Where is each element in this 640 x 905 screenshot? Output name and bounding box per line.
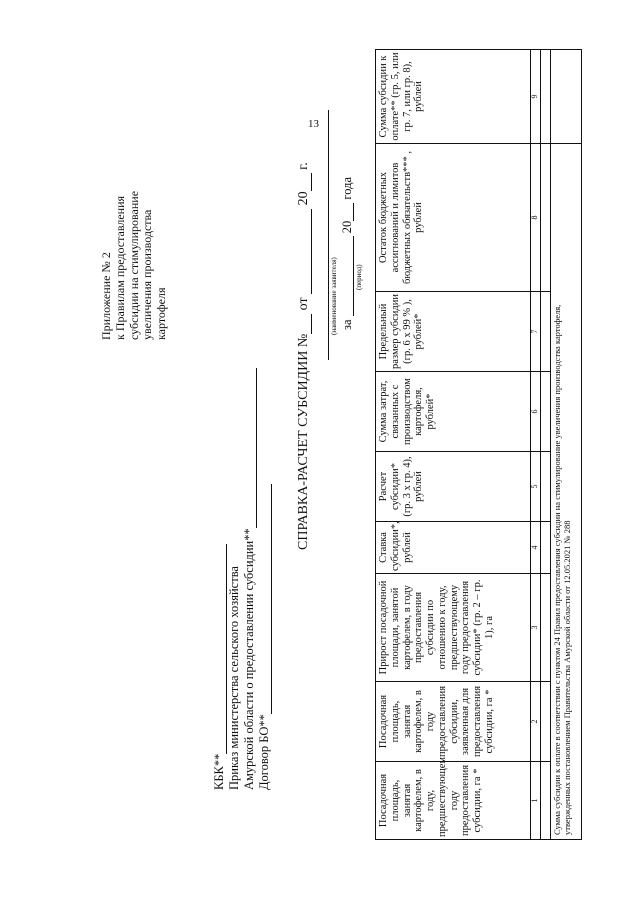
data-cell (541, 50, 551, 144)
period-prefix: за (340, 319, 354, 330)
data-cell (541, 574, 551, 682)
date-blank (297, 209, 312, 294)
header-row (376, 50, 531, 840)
subsidy-table (375, 49, 582, 840)
contract-blank (259, 484, 272, 714)
title-year-prefix: 20 (296, 191, 311, 206)
contract-line (257, 310, 272, 790)
column-number: 7 (531, 292, 541, 372)
title-from: от (296, 297, 311, 311)
column-number: 5 (531, 452, 541, 522)
applicant-caption: (наименование заявителя) (330, 257, 338, 335)
document-title (296, 162, 312, 550)
order-line-2-text: Амурской области о предоставлении субсидии** (242, 528, 256, 790)
column-header: Предельный размер субсидии (гр. 6 x 99 % ), рублей* (376, 292, 531, 372)
title-text: СПРАВКА-РАСЧЕТ СУБСИДИИ № (296, 333, 311, 550)
page-number: 13 (308, 118, 319, 130)
total-cell (551, 50, 582, 144)
data-cell (541, 292, 551, 372)
column-header: Прирост посадочной площади, занятой картофелем, в году предоставления субсидии по отношению к году, предшествующему году предоставления субсидии* (гр. 2 – гр. 1), га (376, 574, 531, 682)
column-header: Расчет субсидии* (гр. 3 x гр. 4), рублей (376, 452, 531, 522)
footnote-row (551, 50, 582, 840)
appendix-block (100, 130, 169, 340)
data-cell (541, 522, 551, 574)
column-header: Ставка субсидии*, рублей (376, 522, 531, 574)
appendix-line: увеличения производства (140, 209, 155, 340)
header-block (212, 310, 272, 790)
column-header: Сумма субсидии к оплате** (гр. 5, или гр. 7, или гр. 8), рублей (376, 50, 531, 144)
year-blank (297, 173, 312, 191)
column-number-row (531, 50, 541, 840)
data-cell (541, 452, 551, 522)
number-blank (297, 314, 312, 334)
column-number: 4 (531, 522, 541, 574)
period-suffix: года (340, 177, 354, 200)
title-year-suffix: г. (296, 162, 311, 170)
column-header: Посадочная площадь, занятая картофелем, в году, предшествующем году предоставления субсидии, га * (376, 762, 531, 840)
column-header: Посадочная площадь, занятая картофелем, в году предоставления субсидии, заявленная для предоставления субсидии, га * (376, 682, 531, 762)
period-caption: (период) (355, 264, 363, 290)
column-number: 8 (531, 144, 541, 292)
applicant-line (328, 110, 329, 360)
column-header: Сумма затрат, связанных с производством картофеля, рублей* (376, 372, 531, 452)
period-year: 20 (340, 220, 354, 234)
column-number: 6 (531, 372, 541, 452)
footnote-line: утвержденных постановлением Правительства Амурской области от 12.05.2021 № 288 (561, 520, 572, 835)
data-cell (541, 144, 551, 292)
period-blank (341, 236, 354, 316)
data-cell (541, 372, 551, 452)
data-row (541, 50, 551, 840)
period-year-blank (341, 203, 354, 221)
appendix-line: субсидии на стимулирование (126, 190, 141, 340)
column-number: 3 (531, 574, 541, 682)
order-blank (244, 368, 257, 528)
column-number: 2 (531, 682, 541, 762)
column-number: 9 (531, 50, 541, 144)
kbk-blank (214, 544, 227, 754)
order-line-1: Приказ министерства сельского хозяйства (227, 566, 241, 790)
order-line-2 (242, 310, 257, 790)
data-cell (541, 682, 551, 762)
appendix-line: картофеля (154, 287, 169, 340)
footnote-line: Сумма субсидии к оплате в соответствии с пунктом 24 Правил предоставления субсидии на стимулирование увеличения производства картофеля, (552, 304, 562, 835)
contract-label: Договор БО** (257, 714, 271, 790)
footnote-cell (551, 144, 582, 840)
kbk-label: КБК** (212, 753, 226, 790)
appendix-line: Приложение № 2 (99, 252, 113, 340)
document-sheet (0, 25, 640, 875)
kbk-line (212, 310, 227, 790)
column-header: Остаток бюджетных ассигнований и лимитов бюджетных обязательств*** , рублей (376, 144, 531, 292)
column-number: 1 (531, 762, 541, 840)
period-row (340, 177, 354, 330)
appendix-line: к Правилам предоставления (112, 195, 127, 340)
data-cell (541, 762, 551, 840)
